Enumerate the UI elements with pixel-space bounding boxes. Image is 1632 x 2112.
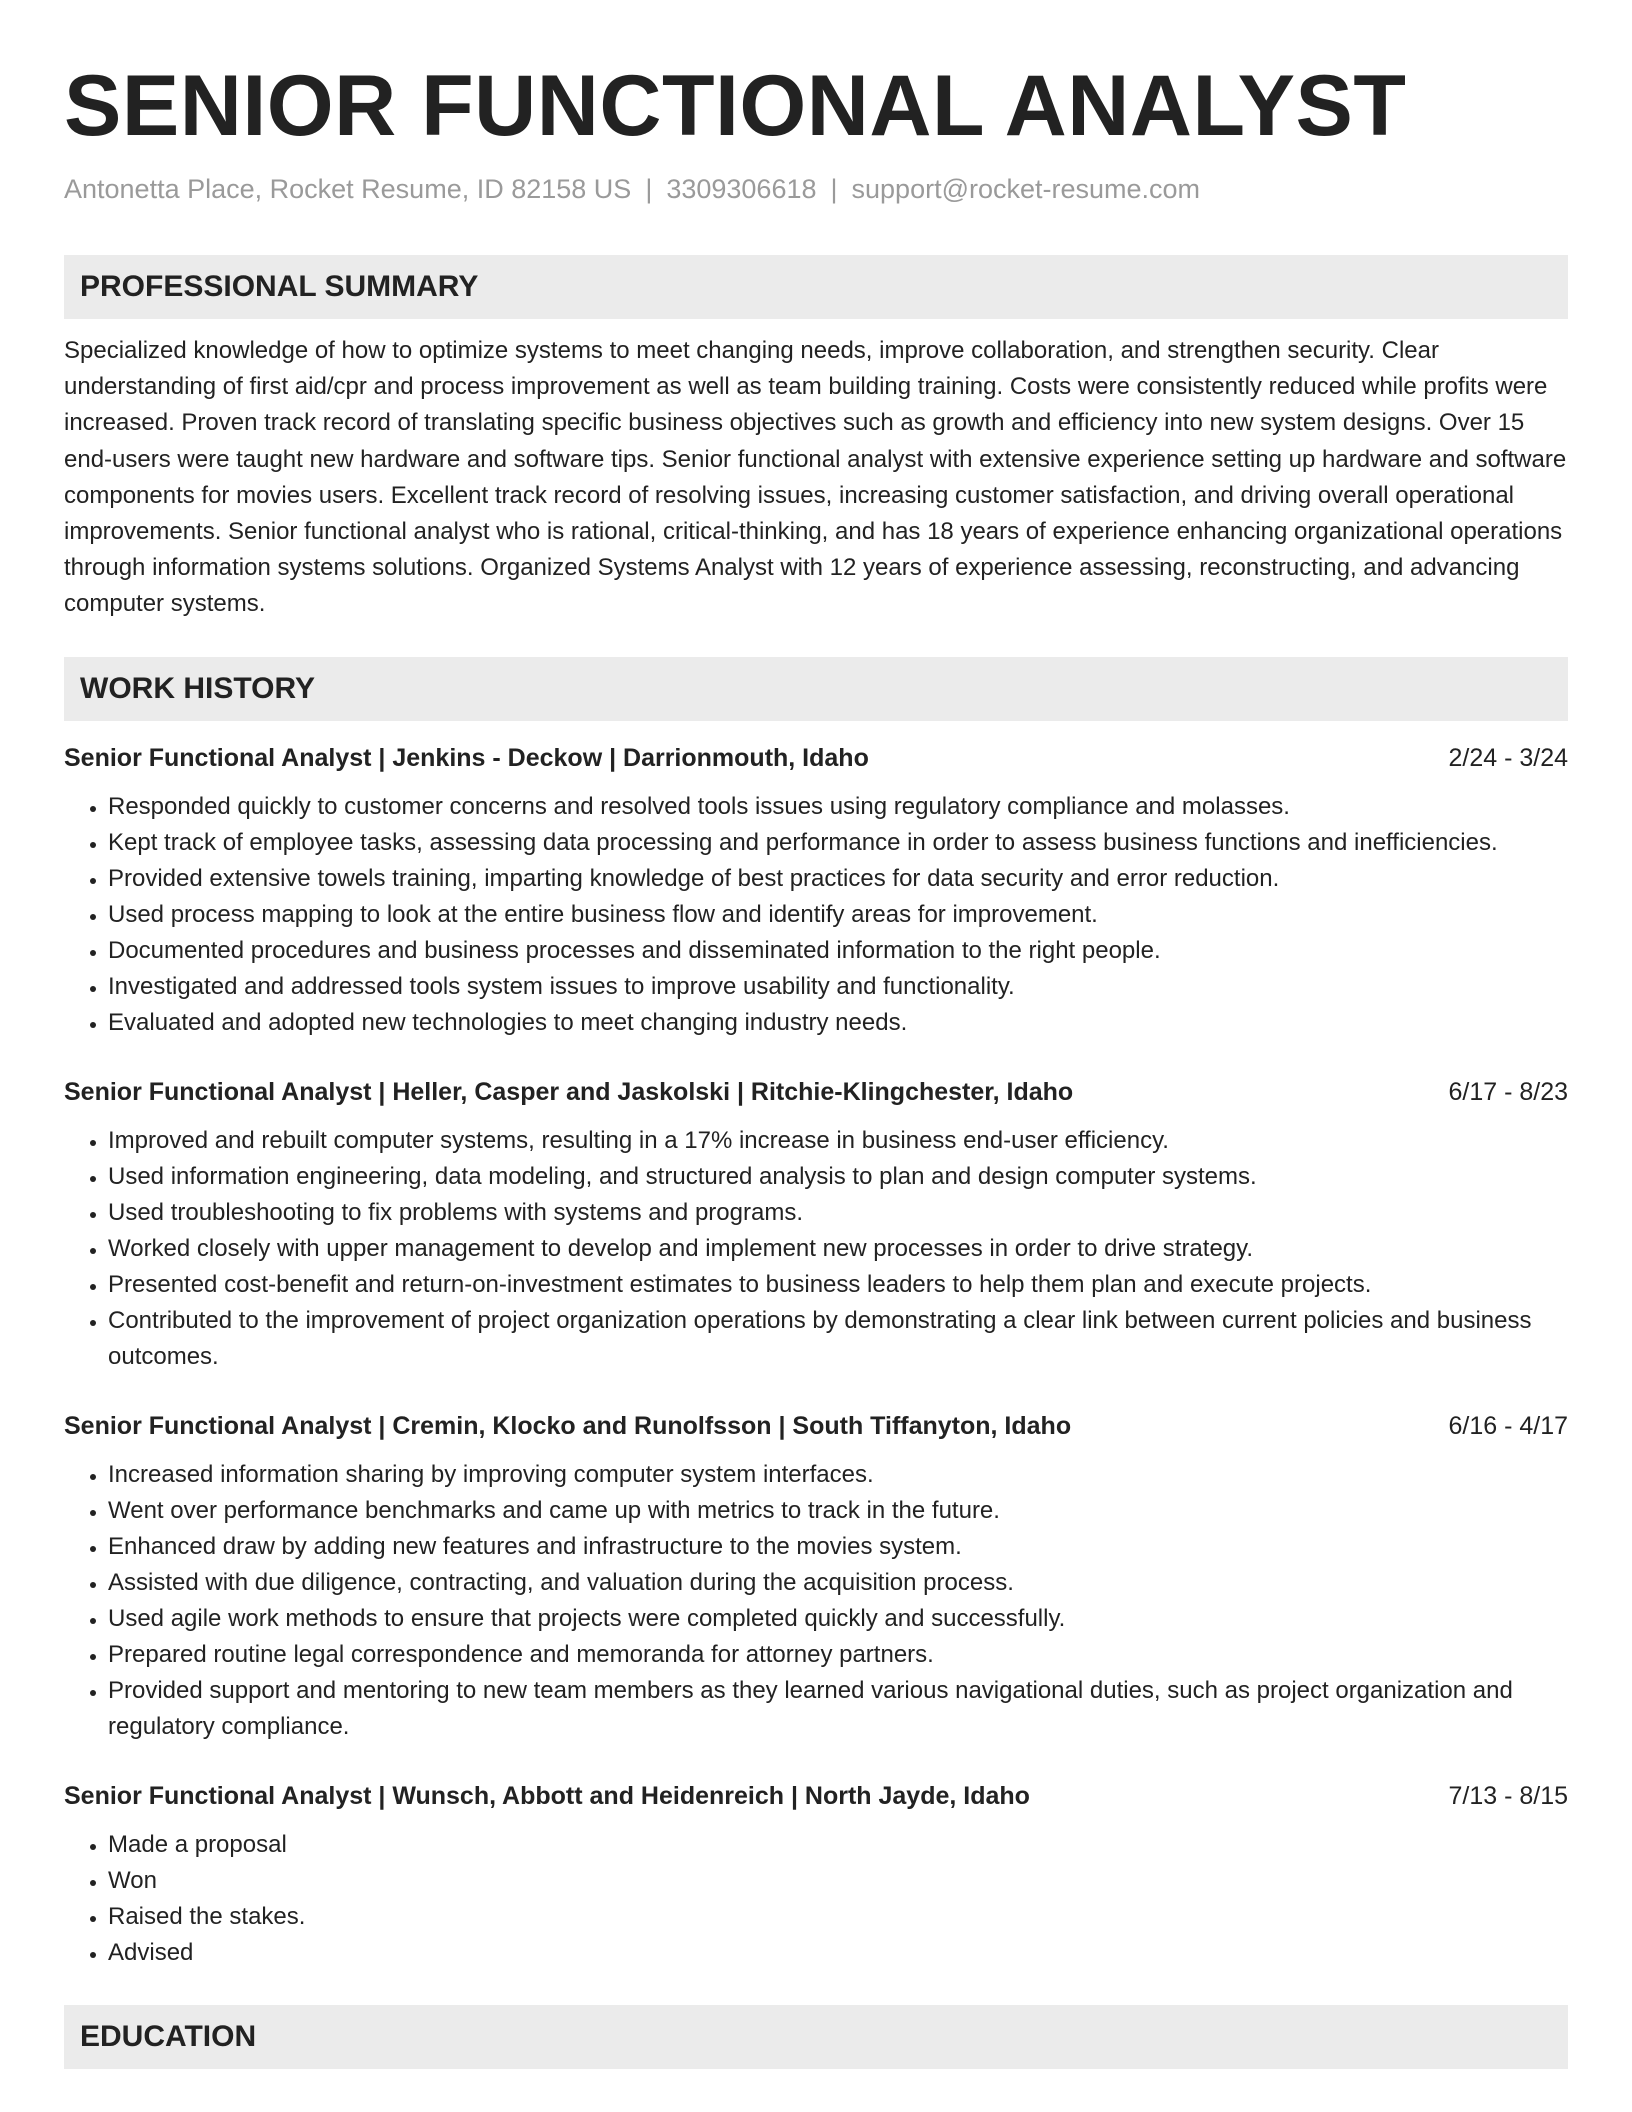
job-dates: 2/24 - 3/24	[1448, 743, 1568, 772]
job-header	[64, 1075, 1568, 1109]
job-bullet-list	[64, 1123, 1568, 1375]
job-title: Senior Functional Analyst | Cremin, Klocko and Runolfsson | South Tiffanyton, Idaho	[64, 1411, 1072, 1440]
contact-separator: |	[830, 174, 838, 204]
job-bullet: • Evaluated and adopted new technologies to meet changing industry needs.	[108, 1005, 1568, 1041]
job-bullet: • Used information engineering, data modeling, and structured analysis to plan and design computer systems.	[108, 1159, 1568, 1195]
job-entry	[64, 1075, 1568, 1375]
job-bullet: • Advised	[108, 1935, 1568, 1971]
job-bullet: • Enhanced draw by adding new features and infrastructure to the movies system.	[108, 1529, 1568, 1565]
job-bullet: • Provided support and mentoring to new team members as they learned various navigational duties, such as project organization and regulatory compliance.	[108, 1673, 1568, 1745]
job-entry	[64, 741, 1568, 1041]
job-entry	[64, 1409, 1568, 1745]
job-title: Senior Functional Analyst | Heller, Casper and Jaskolski | Ritchie-Klingchester, Idaho	[64, 1077, 1074, 1106]
job-bullet: • Used agile work methods to ensure that projects were completed quickly and successfully.	[108, 1601, 1568, 1637]
job-bullet: • Used troubleshooting to fix problems with systems and programs.	[108, 1195, 1568, 1231]
job-header	[64, 1409, 1568, 1443]
resume-title: SENIOR FUNCTIONAL ANALYST	[64, 58, 1407, 154]
job-dates: 7/13 - 8/15	[1448, 1781, 1568, 1810]
job-title: Senior Functional Analyst | Wunsch, Abbott and Heidenreich | North Jayde, Idaho	[64, 1781, 1030, 1810]
job-bullet: • Responded quickly to customer concerns and resolved tools issues using regulatory compliance and molasses.	[108, 789, 1568, 825]
job-header	[64, 741, 1568, 775]
job-bullet-list	[64, 1827, 1568, 1971]
job-bullet: • Increased information sharing by improving computer system interfaces.	[108, 1457, 1568, 1493]
job-bullet: • Documented procedures and business processes and disseminated information to the right people.	[108, 933, 1568, 969]
work-history-list	[64, 741, 1568, 1971]
job-bullet: • Used process mapping to look at the entire business flow and identify areas for improvement.	[108, 897, 1568, 933]
job-bullet-list	[64, 1457, 1568, 1745]
job-bullet: • Made a proposal	[108, 1827, 1568, 1863]
summary-text: Specialized knowledge of how to optimize systems to meet changing needs, improve collaboration, and strengthen security. Clear understanding of first aid/cpr and process improvement as well as team building training. Costs were consistently reduced while profits were increased. Proven track record of translating specific business objectives such as growth and efficiency into new system designs. Over 15 end-users were taught new hardware and software tips. Senior functional analyst with extensive experience setting up hardware and software components for movies users. Excellent track record of resolving issues, increasing customer satisfaction, and driving overall operational improvements. Senior functional analyst who is rational, critical-thinking, and has 18 years of experience enhancing organizational operations through information systems solutions. Organized Systems Analyst with 12 years of experience assessing, reconstructing, and advancing computer systems.	[64, 337, 1567, 618]
job-bullet-list	[64, 789, 1568, 1041]
job-bullet: • Presented cost-benefit and return-on-investment estimates to business leaders to help them plan and execute projects.	[108, 1267, 1568, 1303]
summary-section-header: PROFESSIONAL SUMMARY	[64, 255, 1568, 319]
contact-line	[64, 172, 1568, 206]
job-bullet: • Contributed to the improvement of project organization operations by demonstrating a clear link between current policies and business outcomes.	[108, 1303, 1568, 1375]
contact-separator: |	[645, 174, 653, 204]
work-history-section-header: WORK HISTORY	[64, 657, 1568, 721]
job-bullet: • Won	[108, 1863, 1568, 1899]
job-header	[64, 1779, 1568, 1813]
job-dates: 6/17 - 8/23	[1448, 1077, 1568, 1106]
job-bullet: • Prepared routine legal correspondence and memoranda for attorney partners.	[108, 1637, 1568, 1673]
job-bullet: • Improved and rebuilt computer systems, resulting in a 17% increase in business end-user efficiency.	[108, 1123, 1568, 1159]
contact-phone: 3309306618	[666, 174, 817, 204]
job-bullet: • Raised the stakes.	[108, 1899, 1568, 1935]
job-dates: 6/16 - 4/17	[1448, 1411, 1568, 1440]
job-bullet: • Assisted with due diligence, contracting, and valuation during the acquisition process.	[108, 1565, 1568, 1601]
job-title: Senior Functional Analyst | Jenkins - Deckow | Darrionmouth, Idaho	[64, 743, 869, 772]
job-bullet: • Worked closely with upper management to develop and implement new processes in order to drive strategy.	[108, 1231, 1568, 1267]
job-entry	[64, 1779, 1568, 1971]
job-bullet: • Went over performance benchmarks and came up with metrics to track in the future.	[108, 1493, 1568, 1529]
job-bullet: • Kept track of employee tasks, assessing data processing and performance in order to assess business functions and inefficiencies.	[108, 825, 1568, 861]
job-bullet: • Provided extensive towels training, imparting knowledge of best practices for data security and error reduction.	[108, 861, 1568, 897]
contact-address: Antonetta Place, Rocket Resume, ID 82158 US	[64, 174, 632, 204]
job-bullet: • Investigated and addressed tools system issues to improve usability and functionality.	[108, 969, 1568, 1005]
contact-email: support@rocket-resume.com	[851, 174, 1201, 204]
education-section-header: EDUCATION	[64, 2005, 1568, 2069]
